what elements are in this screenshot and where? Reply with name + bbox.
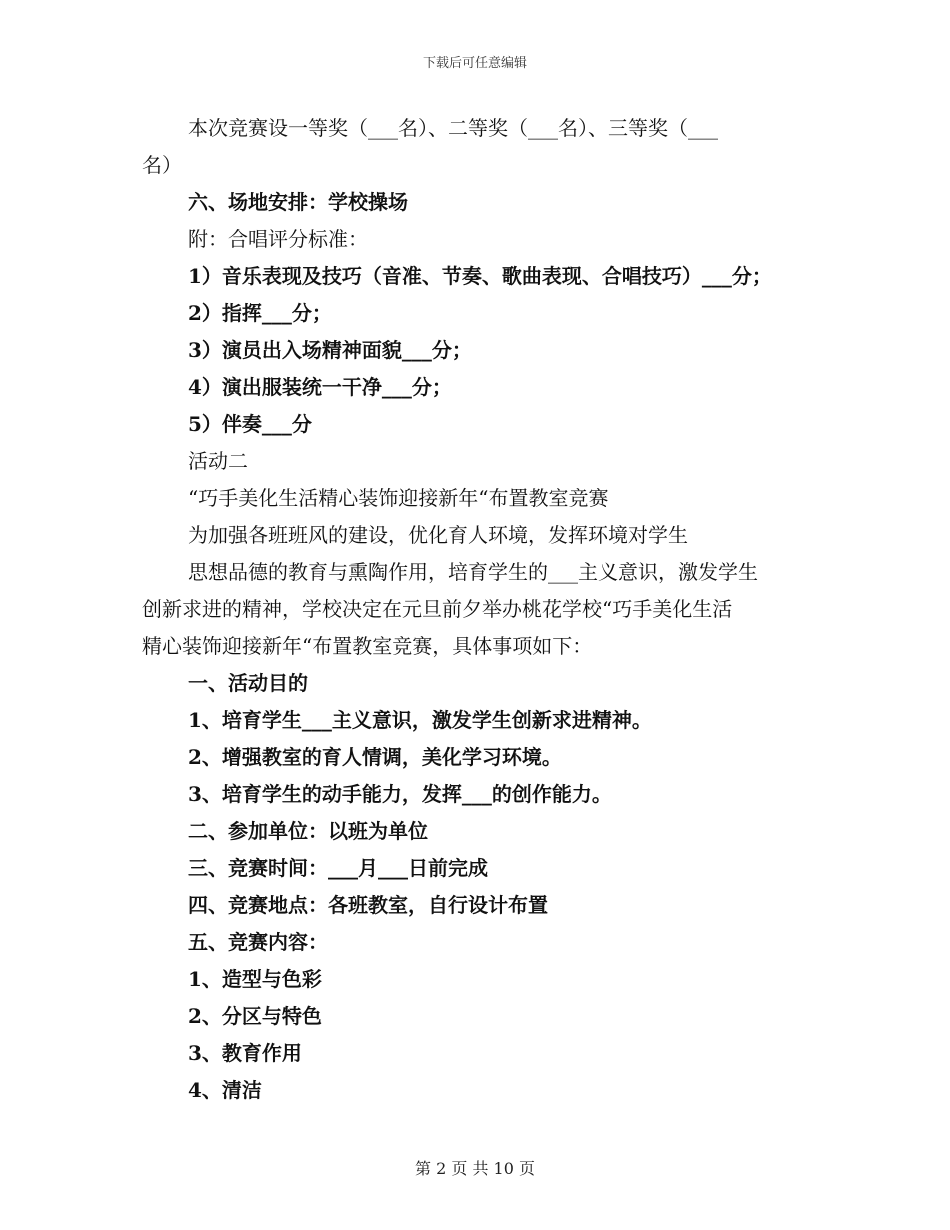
document-line: 三、竞赛时间：___月___日前完成 <box>188 856 488 880</box>
document-line: 3）演员出入场精神面貌___分； <box>188 338 472 362</box>
document-line: 5）伴奏___分 <box>188 412 312 436</box>
page-footer: 第 2 页 共 10 页 <box>415 1159 535 1178</box>
document-line: 二、参加单位：以班为单位 <box>188 819 428 843</box>
document-line: 一、活动目的 <box>188 671 308 695</box>
document-line: 思想品德的教育与熏陶作用，培育学生的___主义意识，激发学生 <box>188 560 758 584</box>
page-header: 下载后可任意编辑 <box>422 56 527 71</box>
document-line: 名） <box>142 153 182 177</box>
document-line: 4、清洁 <box>188 1078 262 1102</box>
document-line: 2、增强教室的育人情调，美化学习环境。 <box>188 745 562 769</box>
document-body <box>142 110 810 1109</box>
document-line: 1、造型与色彩 <box>188 967 322 991</box>
document-line: 五、竞赛内容： <box>188 930 328 954</box>
document-line: 3、培育学生的动手能力，发挥___的创作能力。 <box>188 782 612 806</box>
document-line: 2）指挥___分； <box>188 301 332 325</box>
document-line: 四、竞赛地点：各班教室，自行设计布置 <box>188 893 548 917</box>
document-line: 六、场地安排：学校操场 <box>188 190 408 214</box>
document-line: “巧手美化生活精心装饰迎接新年“布置教室竞赛 <box>188 486 609 510</box>
document-line: 4）演出服装统一干净___分； <box>188 375 452 399</box>
document-line: 1、培育学生___主义意识，激发学生创新求进精神。 <box>188 708 652 732</box>
document-line: 创新求进的精神，学校决定在元旦前夕举办桃花学校“巧手美化生活 <box>142 597 733 621</box>
document-line: 活动二 <box>188 449 248 473</box>
document-line: 本次竞赛设一等奖（___名）、二等奖（___名）、三等奖（___ <box>188 116 718 140</box>
document-line: 2、分区与特色 <box>188 1004 322 1028</box>
document-line: 附：合唱评分标准： <box>188 227 368 251</box>
document-line: 1）音乐表现及技巧（音准、节奏、歌曲表现、合唱技巧）___分； <box>188 264 772 288</box>
document-line: 3、教育作用 <box>188 1041 302 1065</box>
document-line: 为加强各班班风的建设，优化育人环境，发挥环境对学生 <box>188 523 688 547</box>
document-line: 精心装饰迎接新年“布置教室竞赛，具体事项如下： <box>142 634 593 658</box>
